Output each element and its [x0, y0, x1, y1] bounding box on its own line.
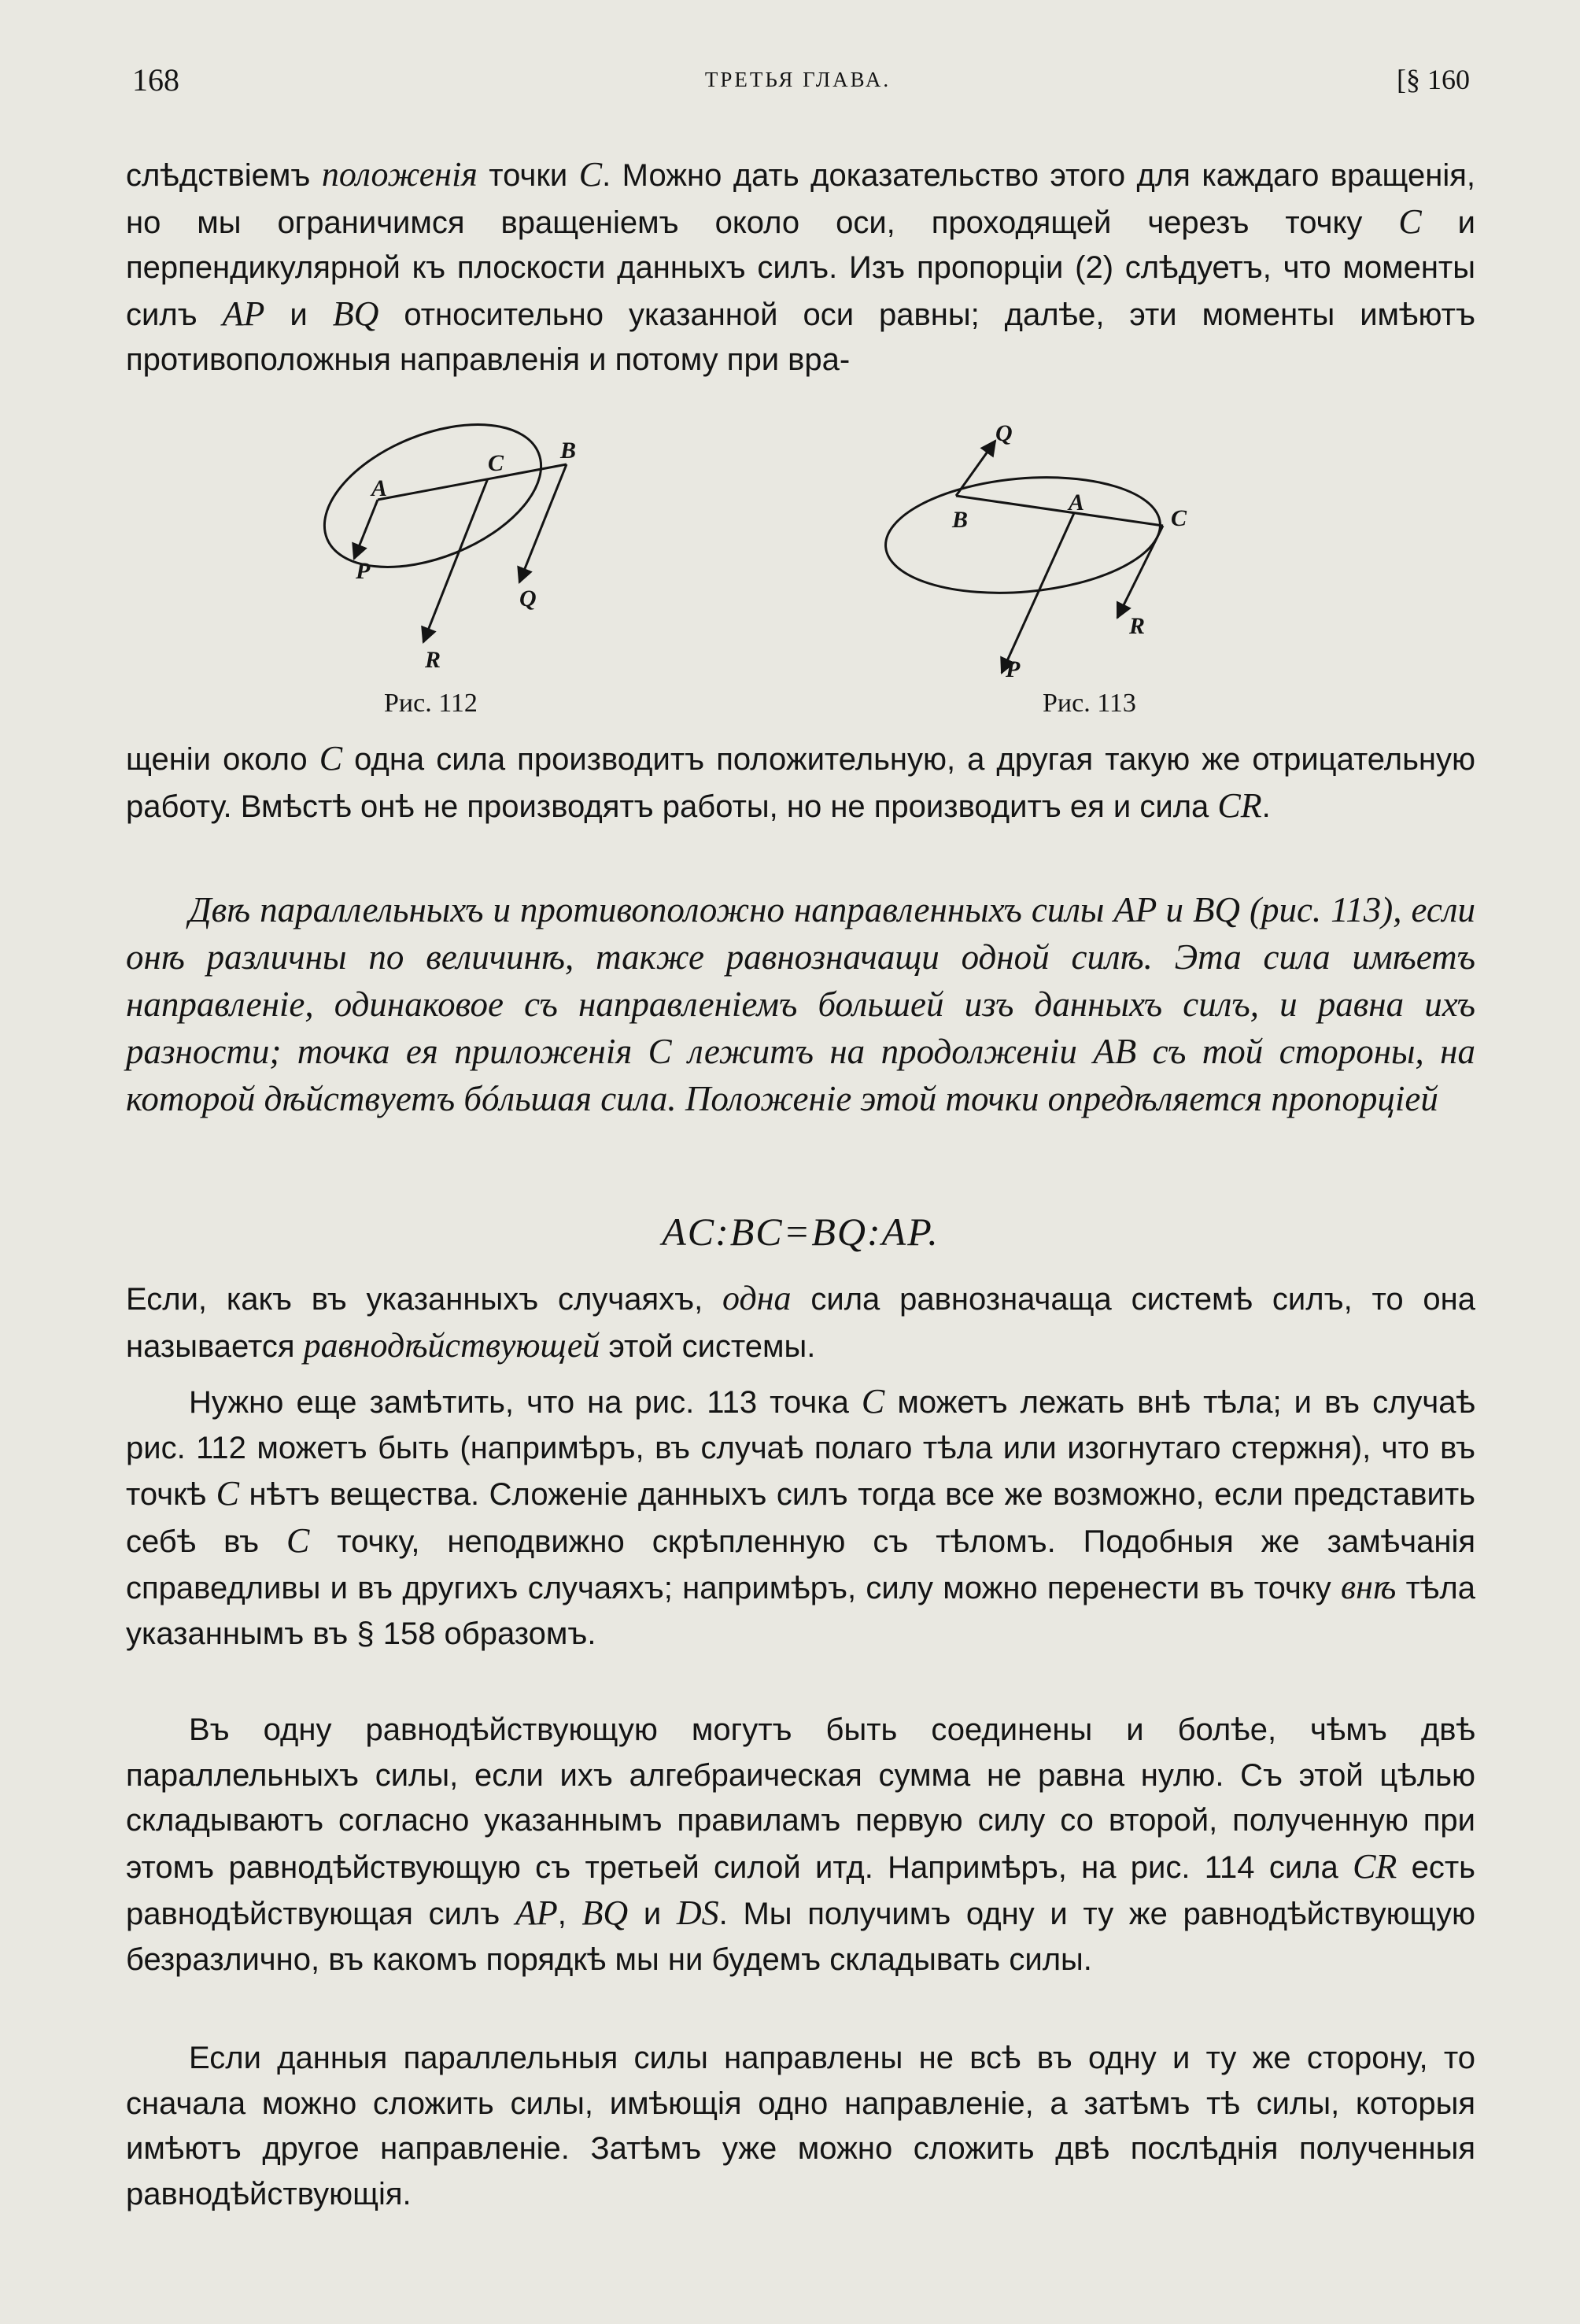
section-marker: [§ 160: [1397, 64, 1470, 95]
paragraph-5: [126, 1708, 1475, 1982]
label-b: B: [952, 507, 969, 533]
label-q: Q: [519, 586, 537, 611]
label-c: C: [1171, 505, 1187, 531]
body-outline: [304, 417, 561, 596]
paragraph-3-text: Если, какъ въ указанныхъ случаяхъ, одна сила равнозначаща системѣ силъ, то она называется равнодѣйствующей этой системы.: [126, 1279, 1476, 1365]
theorem-paragraph: [126, 886, 1475, 1122]
paragraph-1: [126, 152, 1475, 383]
force-arrow-r: [1117, 526, 1163, 618]
label-r: R: [425, 647, 441, 673]
paragraph-5-text: Въ одну равнодѣйствующую могутъ быть соединены и болѣе, чѣмъ двѣ параллельныхъ силы, если ихъ алгебраическая сумма не равна нулю. Съ этой цѣлью складываютъ согласно указаннымъ правиламъ первую силу со второй, полученную при этомъ равнодѣйствующую съ третьей силой итд. Напримѣръ, на рис. 114 сила CR есть равнодѣйствующая силъ AP, BQ и DS. Мы получимъ одну и ту же равнодѣйствующую безразлично, въ какомъ порядкѣ мы ни будемъ складывать силы.: [126, 1713, 1475, 1977]
paragraph-2: [126, 736, 1475, 829]
chapter-title: ТРЕТЬЯ ГЛАВА.: [704, 68, 892, 91]
label-b: B: [560, 438, 577, 464]
label-p: P: [1006, 656, 1021, 682]
paragraph-2-text: щеніи около C одна сила производитъ положительную, а другая такую же отрицательную работу. Вмѣстѣ онѣ не производятъ работы, но не производитъ ея и сила CR.: [126, 739, 1475, 825]
force-arrow-q: [519, 464, 567, 582]
rod-bc: [956, 496, 1163, 526]
proportion-formula: AC:BC=BQ:AP.: [662, 1210, 940, 1254]
figure-113-caption: Рис. 113: [1043, 689, 1136, 718]
figure-112-caption: Рис. 112: [384, 689, 478, 718]
figure-113-labels: [951, 420, 1187, 682]
force-arrow-q: [956, 441, 995, 496]
figures-112-113: [299, 417, 1322, 732]
label-a: A: [371, 475, 388, 501]
label-a: A: [1069, 490, 1085, 515]
paragraph-6-text: Если данныя параллельныя силы направлены не всѣ въ одну и ту же сторону, то сначала можно сложить силы, имѣющія одно направленіе, а затѣмъ тѣ силы, которыя имѣютъ другое направленіе. Затѣмъ уже можно сложить двѣ послѣднія полученныя равнодѣйствующія.: [126, 2041, 1475, 2211]
body-outline: [880, 467, 1165, 604]
theorem-text: Двѣ параллельныхъ и противоположно направленныхъ силы AP и BQ (рис. 113), если онѣ различны по величинѣ, также равнозначащи одной силѣ. Эта сила имѣетъ направленіе, одинаковое съ направленіемъ большей изъ данныхъ силъ, и равна ихъ разности; точка ея приложенія C лежитъ на продолженіи AB съ той стороны, на которой дѣйствуетъ бóльшая сила. Положеніе этой точки опредѣляется пропорціей: [126, 890, 1475, 1118]
paragraph-3: [126, 1276, 1475, 1369]
label-r: R: [1129, 613, 1146, 639]
paragraph-4: [126, 1379, 1475, 1657]
label-q: Q: [995, 420, 1013, 446]
paragraph-4-text: Нужно еще замѣтить, что на рис. 113 точка C можетъ лежать внѣ тѣла; и въ случаѣ рис. 112 можетъ быть (напримѣръ, въ случаѣ полаго тѣла или изогнутаго стержня), что въ точкѣ C нѣтъ вещества. Сложеніе данныхъ силъ тогда все же возможно, если представить себѣ въ C точку, неподвижно скрѣпленную съ тѣломъ. Подобныя же замѣчанія справедливы и въ другихъ случаяхъ; напримѣръ, силу можно перенести въ точку внѣ тѣла указаннымъ въ § 158 образомъ.: [126, 1382, 1476, 1651]
label-c: C: [488, 450, 504, 476]
force-arrow-p: [354, 500, 378, 559]
paragraph-6: [126, 2036, 1475, 2217]
paragraph-1-text: слѣдствіемъ положенія точки C. Можно дать доказательство этого для каждаго вращенія, но мы ограничимся вращеніемъ около оси, проходящей черезъ точку C и перпендикулярной къ плоскости данныхъ силъ. Изъ пропорціи (2) слѣдуетъ, что моменты силъ AP и BQ относительно указанной оси равны; далѣе, эти моменты имѣютъ противоположныя направленія и потому при вра-: [126, 155, 1476, 377]
figure-112-labels: [355, 438, 576, 673]
page-number: 168: [132, 62, 179, 98]
label-p: P: [356, 558, 371, 584]
figure-113: [880, 441, 1165, 673]
running-header: [126, 61, 1470, 101]
force-diagrams: [299, 417, 1322, 732]
